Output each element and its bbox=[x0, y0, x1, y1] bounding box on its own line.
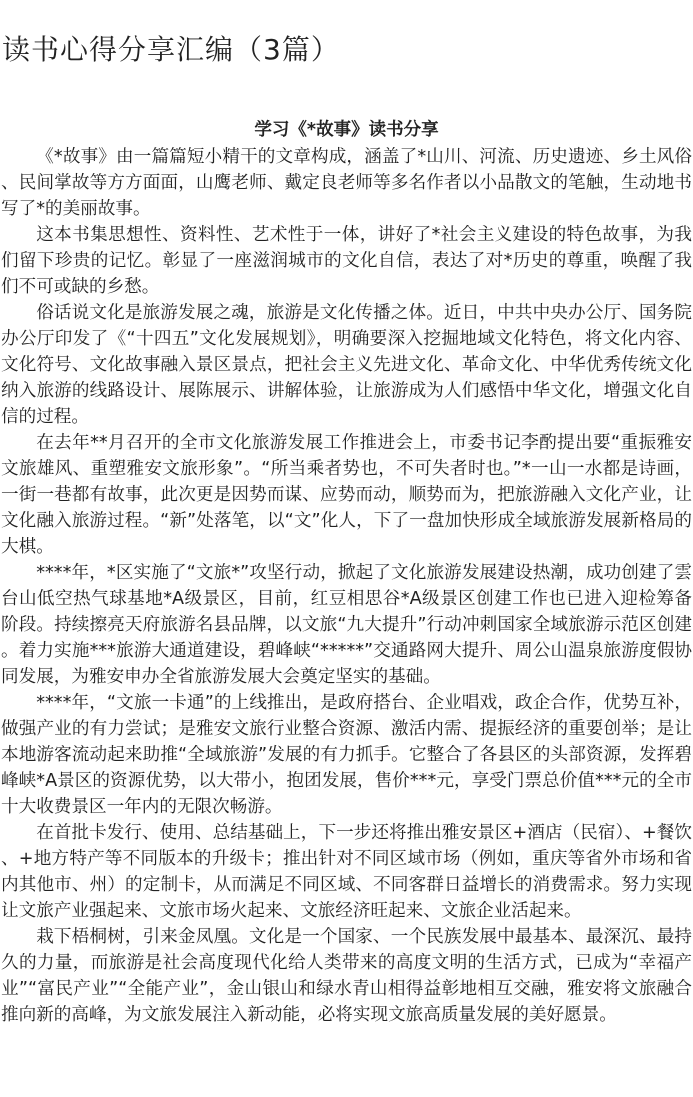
article-body bbox=[1, 144, 692, 1028]
paragraph-2: 这本书集思想性、资料性、艺术性于一体，讲好了*社会主义建设的特色故事，为我们留下珍贵的记忆。彰显了一座滋润城市的文化自信，表达了对*历史的尊重，唤醒了我们不可或缺的乡愁。 bbox=[1, 225, 692, 297]
paragraph-7: 在首批卡发行、使用、总结基础上，下一步还将推出雅安景区+酒店（民宿）、+餐饮、+地方特产等不同版本的升级卡；推出针对不同区域市场（例如，重庆等省外市场和省内其他市、州）的定制卡，从而满足不同区域、不同客群日益增长的消费需求。努力实现让文旅产业强起来、文旅市场火起来、文旅经济旺起来、文旅企业活起来。 bbox=[1, 823, 692, 921]
paragraph-5: ****年，*区实施了“文旅*”攻坚行动，掀起了文化旅游发展建设热潮，成功创建了雲台山低空热气球基地*A级景区，目前，红豆相思谷*A级景区创建工作也已进入迎检筹备阶段。持续擦亮天府旅游名县品牌，以文旅“九大提升”行动冲刺国家全域旅游示范区创建。着力实施***旅游大通道建设，碧峰峡“*****”交通路网大提升、周公山温泉旅游度假协同发展，为雅安申办全省旅游发展大会奠定坚实的基础。 bbox=[1, 563, 692, 687]
paragraph-6: ****年，“文旅一卡通”的上线推出，是政府搭台、企业唱戏，政企合作，优势互补，做强产业的有力尝试；是雅安文旅行业整合资源、激活内需、提振经济的重要创举；是让本地游客流动起来助推“全域旅游”发展的有力抓手。它整合了各县区的头部资源，发挥碧峰峡*A景区的资源优势，以大带小，抱团发展，售价***元，享受门票总价值***元的全市十大收费景区一年内的无限次畅游。 bbox=[1, 693, 692, 817]
paragraph-1: 《*故事》由一篇篇短小精干的文章构成，涵盖了*山川、河流、历史遗迹、乡土风俗、民间掌故等方方面面，山鹰老师、戴定良老师等多名作者以小品散文的笔触，生动地书写了*的美丽故事。 bbox=[1, 147, 692, 219]
paragraph-4: 在去年**月召开的全市文化旅游发展工作推进会上，市委书记李酌提出要“重振雅安文旅雄风、重塑雅安文旅形象”。“所当乘者势也，不可失者时也。”*一山一水都是诗画，一街一巷都有故事，此次更是因势而谋、应势而动，顺势而为，把旅游融入文化产业，让文化融入旅游过程。“新”处落笔，以“文”化人，下了一盘加快形成全域旅游发展新格局的大棋。 bbox=[1, 433, 692, 557]
article-title: 学习《*故事》读书分享 bbox=[254, 120, 439, 140]
paragraph-3: 俗话说文化是旅游发展之魂，旅游是文化传播之体。近日，中共中央办公厅、国务院办公厅印发了《“十四五”文化发展规划》，明确要深入挖掘地域文化特色，将文化内容、文化符号、文化故事融入景区景点，把社会主义先进文化、革命文化、中华优秀传统文化纳入旅游的线路设计、展陈展示、讲解体验，让旅游成为人们感悟中华文化，增强文化自信的过程。 bbox=[1, 303, 692, 427]
paragraph-8: 栽下梧桐树，引来金凤凰。文化是一个国家、一个民族发展中最基本、最深沉、最持久的力量，而旅游是社会高度现代化给人类带来的高度文明的生活方式，已成为“幸福产业”“富民产业”“全能产业”，金山银山和绿水青山相得益彰地相互交融，雅安将文旅融合推向新的高峰，为文旅发展注入新动能，必将实现文旅高质量发展的美好愿景。 bbox=[1, 927, 692, 1025]
document-title: 读书心得分享汇编（3篇） bbox=[2, 33, 340, 66]
